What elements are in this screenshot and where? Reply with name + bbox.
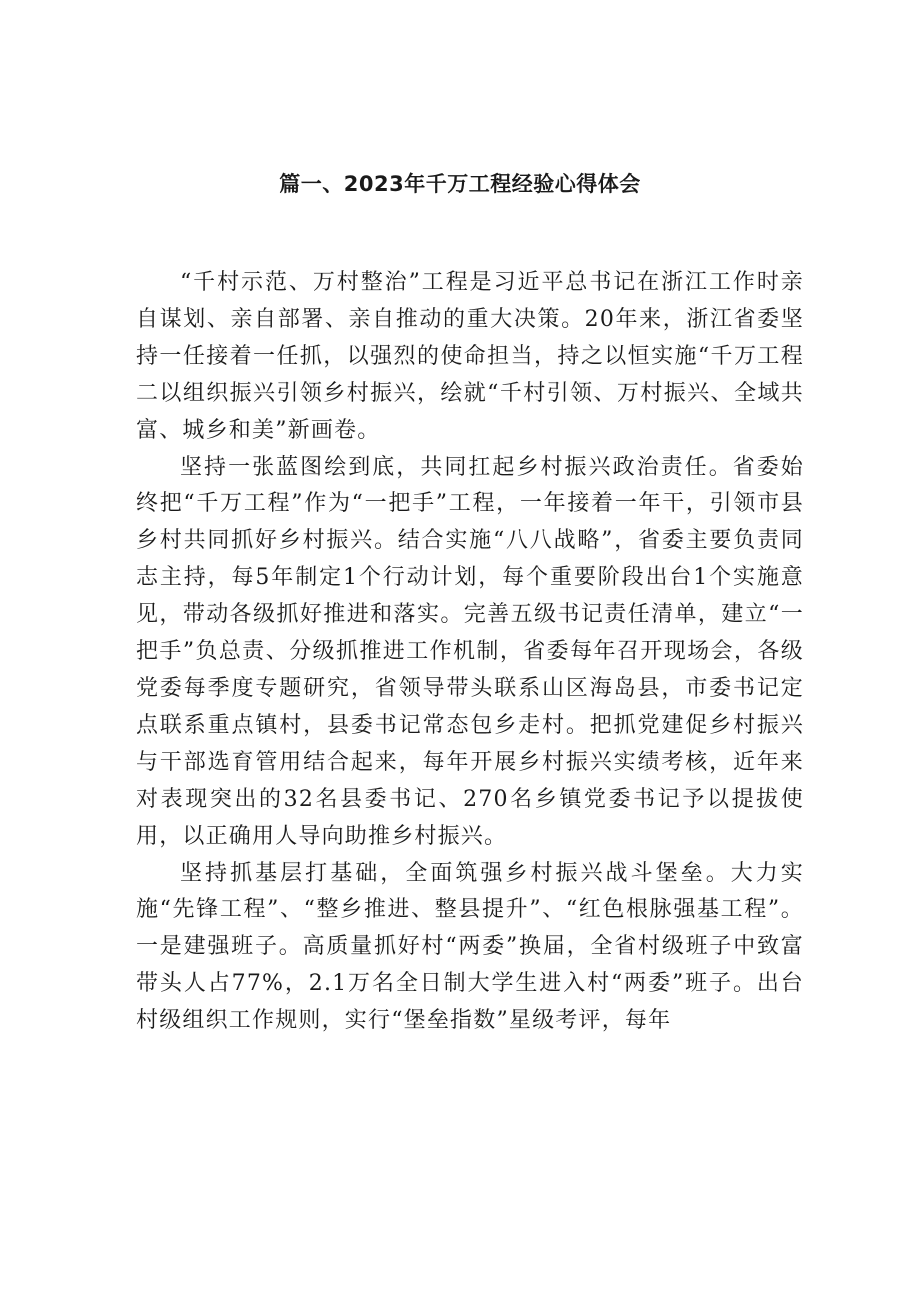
paragraph-intro: “千村示范、万村整治”工程是习近平总书记在浙江工作时亲自谋划、亲自部署、亲自推动的重大决策。20年来，浙江省委坚持一任接着一任抓，以强烈的使命担当，持之以恒实施“千万工程二以组织振兴引领乡村振兴，绘就“千村引领、万村振兴、全域共富、城乡和美”新画卷。 (136, 270, 804, 443)
document-body (136, 265, 804, 1040)
paragraph-blueprint: 坚持一张蓝图绘到底，共同扛起乡村振兴政治责任。省委始终把“千万工程”作为“一把手”工程，一年接着一年干，引领市县乡村共同抓好乡村振兴。结合实施“八八战略”，省委主要负责同志主持，每5年制定1个行动计划，每个重要阶段出台1个实施意见，带动各级抓好推进和落实。完善五级书记责任清单，建立“一把手”负总责、分级抓推进工作机制，省委每年召开现场会，各级党委每季度专题研究，省领导带头联系山区海岛县，市委书记定点联系重点镇村，县委书记常态包乡走村。把抓党建促乡村振兴与干部选育管用结合起来，每年开展乡村振兴实绩考核，近年来对表现突出的32名县委书记、270名乡镇党委书记予以提拔使用，以正确用人导向助推乡村振兴。 (136, 454, 804, 849)
paragraph-grassroots: 坚持抓基层打基础，全面筑强乡村振兴战斗堡垒。大力实施“先锋工程”、“整乡推进、整县提升”、“红色根脉强基工程”。一是建强班子。高质量抓好村“两委”换届，全省村级班子中致富带头人占77%，2.1万名全日制大学生进入村“两委”班子。出台村级组织工作规则，实行“堡垒指数”星级考评，每年 (136, 860, 804, 1034)
document-title: 篇一、2023年千万工程经验心得体会 (279, 172, 641, 196)
